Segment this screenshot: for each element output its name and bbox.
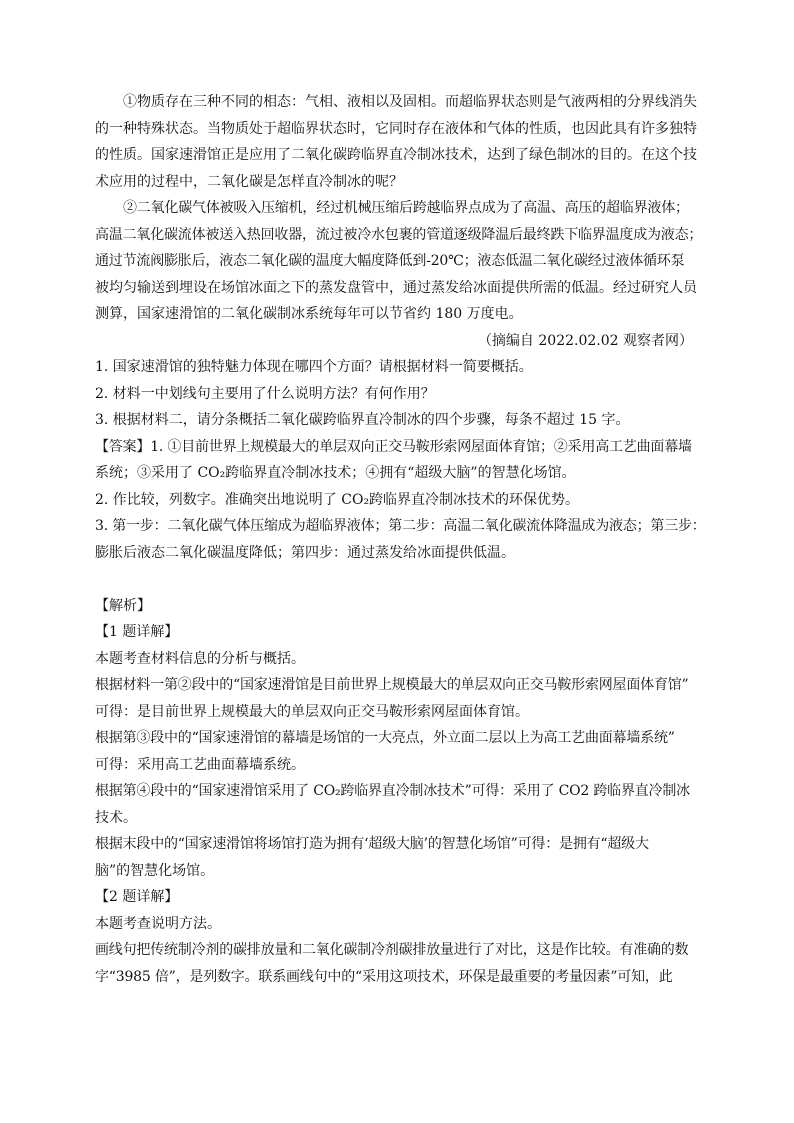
analysis-heading: 【解析】 — [95, 597, 151, 614]
material-paragraph-2 — [95, 195, 713, 328]
analysis-line: 根据第③段中的“国家速滑馆的幕墙是场馆的一大亮点，外立面二层以上为高工艺曲面幕墙系统” — [95, 730, 675, 746]
question-list — [95, 354, 713, 434]
answer-line: 膨胀后液态二氧化碳温度降低；第四步：通过蒸发给冰面提供低温。 — [95, 544, 515, 561]
analysis-line: 技术。 — [95, 809, 137, 826]
answer-line: 【答案】1. ①目前世界上规模最大的单层双向正交马鞍形索网屋面体育馆；②采用高工艺曲面幕墙 — [95, 438, 692, 455]
analysis-line: 字“3985 倍”，是列数字。联系画线句中的“采用这项技术，环保是最重要的考量因素”可知，此 — [95, 968, 673, 985]
document-page — [95, 89, 713, 990]
question-item: 2. 材料一中划线句主要用了什么说明方法？有何作用？ — [95, 385, 435, 402]
analysis-line: 可得：是目前世界上规模最大的单层双向正交马鞍形索网屋面体育馆。 — [95, 703, 529, 720]
answer-line: 2. 作比较，列数字。准确突出地说明了 CO₂跨临界直冷制冰技术的环保优势。 — [95, 491, 580, 508]
answer-section — [95, 434, 713, 567]
text-line: 术应用的过程中，二氧化碳是怎样直冷制冰的呢？ — [95, 173, 403, 190]
analysis-line: 脑”的智慧化场馆。 — [95, 862, 215, 879]
text-line: 高温二氧化碳流体被送入热回收器，流过被冷水包裹的管道逐级降温后最终跌下临界温度成为液态； — [95, 226, 703, 243]
spacer — [95, 566, 713, 593]
analysis-line: 根据材料一第②段中的“国家速滑馆是目前世界上规模最大的单层双向正交马鞍形索网屋面体育馆” — [95, 677, 689, 693]
question-item: 1. 国家速滑馆的独特魅力体现在哪四个方面？请根据材料一简要概括。 — [95, 359, 533, 375]
text-line: 的一种特殊状态。当物质处于超临界状态时，它同时存在液体和气体的性质，也因此具有许多独特 — [95, 120, 697, 137]
analysis-line: 画线句把传统制冷剂的碳排放量和二氧化碳制冷剂碳排放量进行了对比，这是作比较。有准确的数 — [95, 942, 689, 958]
text-line: 被均匀输送到埋设在场馆冰面之下的蒸发盘管中，通过蒸发给冰面提供所需的低温。经过研究人员 — [95, 279, 697, 296]
text-line: 测算，国家速滑馆的二氧化碳制冰系统每年可以节省约 180 万度电。 — [95, 306, 523, 322]
text-line: ②二氧化碳气体被吸入压缩机，经过机械压缩后跨越临界点成为了高温、高压的超临界液体； — [123, 200, 689, 216]
answer-line: 系统；③采用了 CO₂跨临界直冷制冰技术；④拥有“超级大脑”的智慧化场馆。 — [95, 465, 576, 481]
analysis-line: 本题考查说明方法。 — [95, 915, 221, 932]
analysis-line: 本题考查材料信息的分析与概括。 — [95, 650, 305, 667]
analysis-line: 根据末段中的“国家速滑馆将场馆打造为拥有‘超级大脑’的智慧化场馆”可得：是拥有“超级大 — [95, 836, 649, 852]
material-paragraph-1 — [95, 89, 713, 195]
text-line: 通过节流阀膨胀后，液态二氧化碳的温度大幅度降低到-20℃；液态低温二氧化碳经过液体循环泵 — [95, 253, 685, 269]
question-item: 3. 根据材料二，请分条概括二氧化碳跨临界直冷制冰的四个步骤，每条不超过 15 字。 — [95, 412, 630, 428]
analysis-line: 可得：采用高工艺曲面幕墙系统。 — [95, 756, 305, 773]
analysis-subheading: 【2 题详解】 — [95, 889, 179, 905]
text-line: 的性质。国家速滑馆正是应用了二氧化碳跨临界直冷制冰技术，达到了绿色制冰的目的。在这个技 — [95, 147, 697, 163]
analysis-line: 根据第④段中的“国家速滑馆采用了 CO₂跨临界直冷制冰技术”可得：采用了 CO2 跨临界直冷制冰 — [95, 783, 690, 799]
source-citation: （摘编自 2022.02.02 观察者网） — [477, 332, 693, 349]
analysis-subheading: 【1 题详解】 — [95, 624, 179, 640]
text-line: ①物质存在三种不同的相态：气相、液相以及固相。而超临界状态则是气液两相的分界线消失 — [123, 94, 697, 110]
answer-line: 3. 第一步：二氧化碳气体压缩成为超临界液体；第二步：高温二氧化碳流体降温成为液态；第三步： — [95, 518, 706, 534]
analysis-section — [95, 593, 713, 991]
